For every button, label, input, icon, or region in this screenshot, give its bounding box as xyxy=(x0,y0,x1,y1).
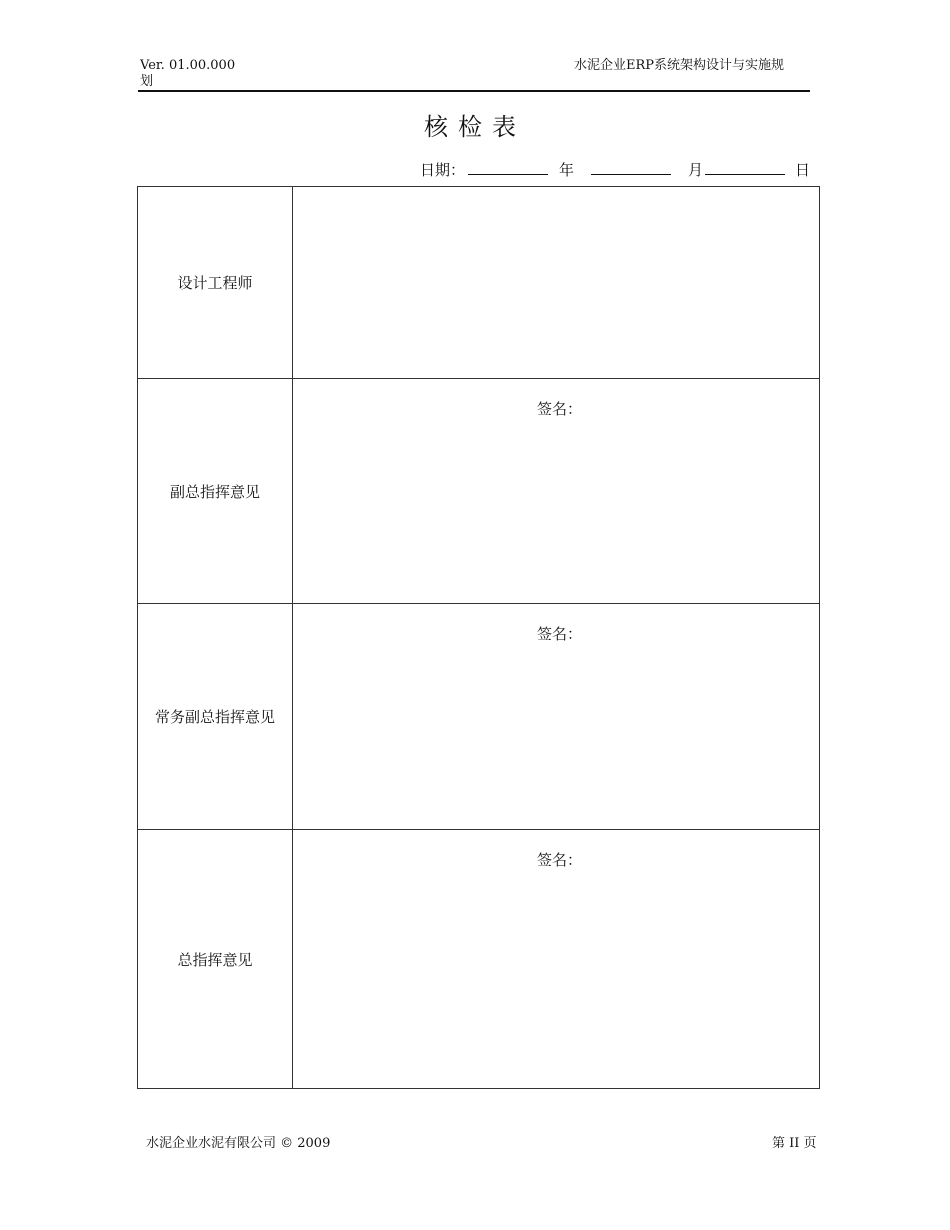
header-title-continuation: 划 xyxy=(140,74,154,89)
month-blank xyxy=(591,159,671,175)
date-label: 日期： xyxy=(420,161,466,179)
footer-page-number: 第 II 页 xyxy=(772,1136,817,1151)
header-divider xyxy=(138,90,810,92)
footer-company: 水泥企业水泥有限公司 © 2009 xyxy=(146,1136,331,1151)
day-blank xyxy=(705,159,785,175)
table-row xyxy=(138,187,820,379)
page-title: 核检表 xyxy=(424,113,526,141)
row-label: 副总指挥意见 xyxy=(138,379,293,604)
table-row xyxy=(138,830,820,1089)
signature-label: 签名： xyxy=(537,851,583,869)
comment-cell[interactable] xyxy=(293,187,820,379)
comment-cell[interactable] xyxy=(293,830,820,1089)
header-document-title: 水泥企业ERP系统架构设计与实施规 xyxy=(574,58,785,73)
header-version: Ver. 01.00.000 xyxy=(140,58,236,73)
year-label: 年 xyxy=(559,161,575,179)
review-table xyxy=(137,186,820,1089)
row-label: 常务副总指挥意见 xyxy=(138,604,293,830)
row-label: 总指挥意见 xyxy=(138,830,293,1089)
day-label: 日 xyxy=(795,161,811,179)
comment-cell[interactable] xyxy=(293,604,820,830)
signature-label: 签名： xyxy=(537,625,583,643)
month-label: 月 xyxy=(688,161,704,179)
table-row xyxy=(138,379,820,604)
signature-label: 签名： xyxy=(537,400,583,418)
comment-cell[interactable] xyxy=(293,379,820,604)
year-blank xyxy=(468,159,548,175)
table-row xyxy=(138,604,820,830)
row-label: 设计工程师 xyxy=(138,187,293,379)
